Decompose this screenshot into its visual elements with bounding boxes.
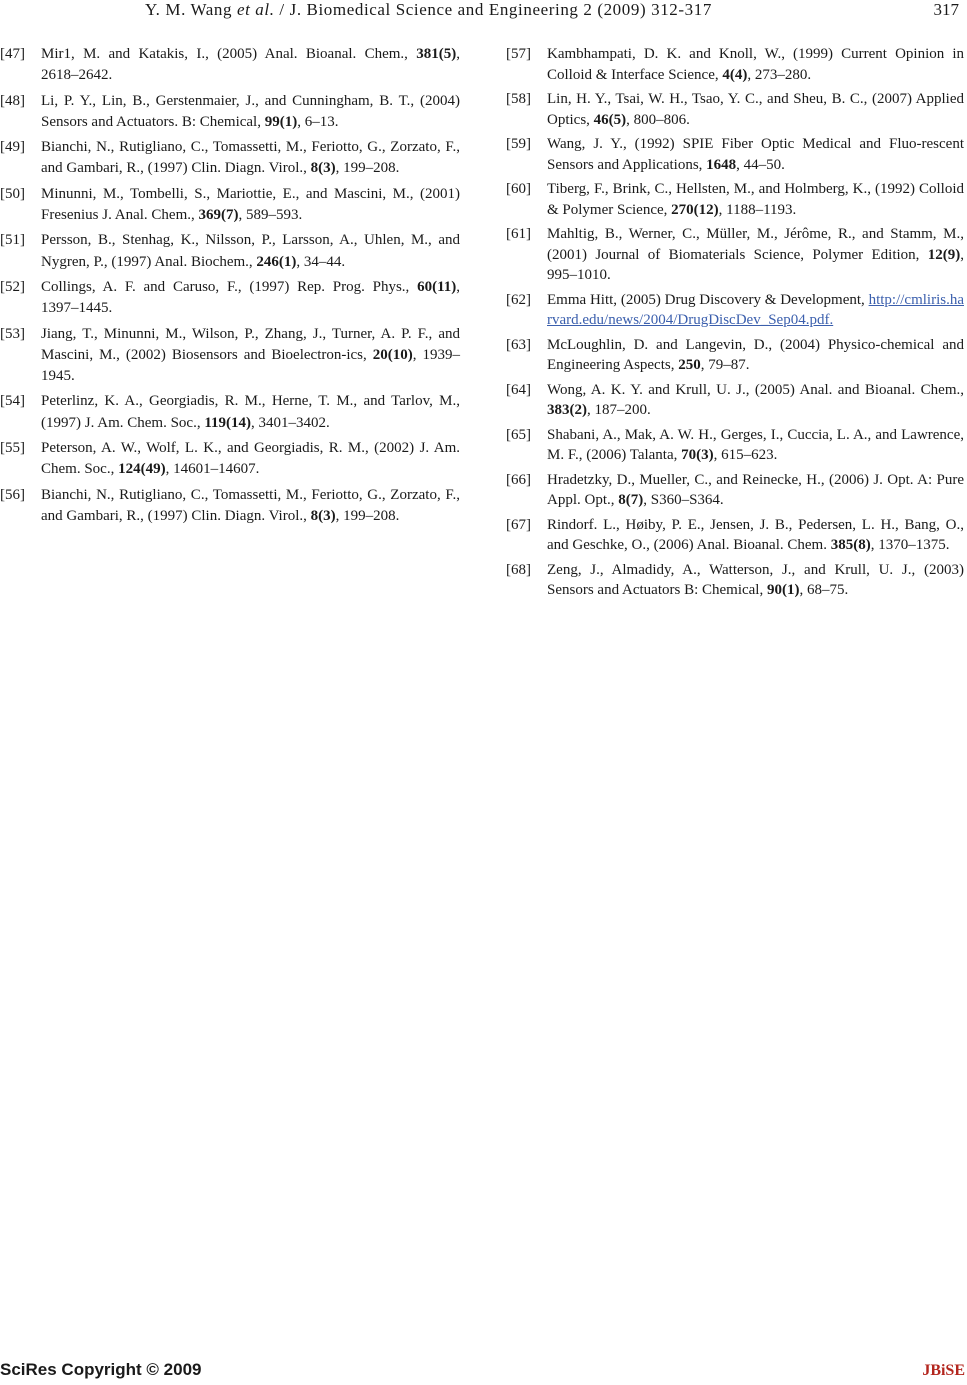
references-left-column (0, 44, 460, 531)
reference-citation: Tiberg, F., Brink, C., Hellsten, M., and Holmberg, K., (1992) Colloid & Polymer Science, (547, 181, 964, 218)
reference-item (0, 137, 460, 180)
reference-citation: Lin, H. Y., Tsai, W. H., Tsao, Y. C., and Sheu, B. C., (2007) Applied Optics, (547, 91, 964, 128)
reference-number: [67] (506, 516, 531, 533)
reference-volume: 246(1) (256, 253, 297, 270)
reference-number: [49] (0, 139, 25, 156)
journal-abbreviation: JBiSE (922, 1362, 965, 1379)
reference-item (0, 277, 460, 320)
reference-text (41, 277, 460, 320)
reference-text (547, 425, 964, 466)
reference-pages: , 3401–3402. (251, 414, 330, 431)
reference-item (0, 324, 460, 388)
reference-text (41, 485, 460, 528)
reference-pages: , 273–280. (747, 66, 812, 83)
reference-text (547, 179, 964, 220)
reference-pages: , S360–S364. (643, 492, 724, 508)
reference-pages: , 1370–1375. (870, 537, 950, 553)
reference-text (547, 89, 964, 130)
reference-pages: , 589–593. (238, 207, 303, 224)
reference-volume: 270(12) (671, 201, 719, 218)
reference-pages: , 34–44. (296, 253, 346, 270)
reference-volume: 60(11) (417, 278, 457, 295)
reference-citation: Peterlinz, K. A., Georgiadis, R. M., Herne, T. M., and Tarlov, M., (1997) J. Am. Chem. Soc., (41, 393, 460, 431)
header-authors: Y. M. Wang (145, 0, 237, 19)
reference-volume: 12(9) (927, 246, 961, 263)
reference-pages: , 199–208. (335, 507, 400, 524)
reference-volume: 46(5) (593, 111, 627, 128)
references-right-column (506, 44, 964, 605)
reference-pages: , 14601–14607. (165, 461, 260, 478)
reference-item (506, 89, 964, 130)
reference-number: [54] (0, 393, 25, 410)
reference-pages: , 79–87. (700, 357, 750, 373)
reference-volume: 99(1) (264, 113, 298, 130)
copyright-notice: SciRes Copyright © 2009 (0, 1360, 202, 1379)
header-citation (145, 0, 712, 20)
reference-item (0, 438, 460, 481)
reference-citation: Bianchi, N., Rutigliano, C., Tomassetti, M., Feriotto, G., Zorzato, F., and Gambari, R., (1997) Clin. Diagn. Virol., (41, 139, 460, 177)
reference-text (41, 230, 460, 273)
reference-item (506, 335, 964, 376)
reference-item (506, 134, 964, 175)
header-journal: / J. Biomedical Science and Engineering 2 (2009) 312-317 (274, 0, 712, 19)
reference-item (0, 391, 460, 434)
reference-citation: Peterson, A. W., Wolf, L. K., and Georgiadis, R. M., (2002) J. Am. Chem. Soc., (41, 440, 460, 478)
reference-citation: Mahltig, B., Werner, C., Müller, M., Jérôme, R., and Stamm, M., (2001) Journal of Biomaterials Science, Polymer Edition, (547, 226, 964, 263)
reference-pages: , 187–200. (587, 402, 651, 418)
reference-citation: Persson, B., Stenhag, K., Nilsson, P., Larsson, A., Uhlen, M., and Nygren, P., (1997) Anal. Biochem., (41, 232, 460, 270)
reference-text (41, 391, 460, 434)
reference-pages: , 6–13. (297, 113, 339, 130)
reference-text (547, 560, 964, 601)
reference-text (41, 91, 460, 134)
reference-item (506, 290, 964, 331)
reference-volume: 8(3) (310, 507, 336, 524)
reference-number: [62] (506, 291, 531, 308)
reference-number: [47] (0, 46, 25, 62)
reference-pages: , 1397–1445. (41, 278, 460, 317)
reference-citation: Bianchi, N., Rutigliano, C., Tomassetti, M., Feriotto, G., Zorzato, F., and Gambari, R., (1997) Clin. Diagn. Virol., (41, 486, 460, 524)
reference-pages: , 44–50. (736, 156, 785, 173)
reference-text (41, 137, 460, 180)
reference-text (41, 438, 460, 481)
reference-pages: , 995–1010. (547, 246, 964, 283)
reference-pages: , 615–623. (713, 447, 778, 463)
reference-number: [68] (506, 561, 531, 578)
reference-item (506, 380, 964, 421)
reference-citation: Kambhampati, D. K. and Knoll, W., (1999) Current Opinion in Colloid & Interface Science, (547, 46, 964, 83)
reference-number: [52] (0, 278, 25, 295)
reference-item (0, 184, 460, 227)
reference-text (41, 324, 460, 388)
reference-item (506, 515, 964, 556)
reference-number: [58] (506, 91, 531, 107)
reference-volume: 8(3) (310, 160, 336, 177)
reference-volume: 124(49) (118, 461, 166, 478)
reference-item (506, 425, 964, 466)
reference-pages: , 1188–1193. (718, 201, 797, 218)
reference-number: [66] (506, 471, 531, 488)
reference-volume: 4(4) (722, 66, 748, 83)
reference-volume: 369(7) (198, 207, 239, 224)
reference-text (547, 515, 964, 556)
reference-link[interactable]: http://cmliris.harvard.edu/news/2004/DrugDiscDev_Sep04.pdf. (547, 291, 964, 328)
header-etal: et al. (236, 0, 275, 19)
reference-item (506, 224, 964, 286)
reference-number: [51] (0, 232, 25, 249)
reference-number: [59] (506, 136, 531, 152)
reference-text (547, 470, 964, 511)
running-header (0, 0, 967, 24)
reference-volume: 119(14) (204, 414, 252, 431)
reference-pages: , 800–806. (626, 111, 690, 128)
reference-item (506, 179, 964, 220)
reference-citation: Hradetzky, D., Mueller, C., and Reinecke, H., (2006) J. Opt. A: Pure Appl. Opt., (547, 471, 964, 508)
reference-volume: 20(10) (372, 346, 413, 363)
reference-number: [57] (506, 46, 531, 62)
reference-volume: 383(2) (547, 402, 587, 418)
reference-volume: 1648 (706, 156, 737, 173)
reference-volume: 250 (678, 357, 701, 373)
reference-number: [64] (506, 381, 531, 398)
reference-number: [53] (0, 325, 25, 342)
reference-number: [56] (0, 486, 25, 503)
reference-item (0, 44, 460, 87)
reference-volume: 70(3) (681, 447, 714, 463)
reference-item (0, 485, 460, 528)
reference-number: [48] (0, 92, 25, 109)
reference-text (547, 290, 964, 331)
reference-number: [65] (506, 426, 531, 443)
reference-volume: 8(7) (618, 492, 644, 508)
reference-citation: Minunni, M., Tombelli, S., Mariottie, E., and Mascini, M., (2001) Fresenius J. Anal. Chem., (41, 185, 460, 224)
reference-citation: Collings, A. F. and Caruso, F., (1997) Rep. Prog. Phys., (41, 278, 418, 295)
reference-citation: Jiang, T., Minunni, M., Wilson, P., Zhang, J., Turner, A. P. F., and Mascini, M., (2002) Biosensors and Bioelectron-ics, (41, 325, 460, 363)
reference-item (506, 560, 964, 601)
reference-text (547, 380, 964, 421)
reference-number: [63] (506, 336, 531, 353)
reference-citation: Emma Hitt, (2005) Drug Discovery & Development, (547, 291, 869, 308)
reference-number: [55] (0, 440, 25, 457)
reference-number: [61] (506, 226, 531, 242)
reference-text (547, 44, 964, 85)
reference-volume: 385(8) (830, 537, 871, 553)
reference-pages: , 68–75. (799, 582, 849, 598)
reference-number: [50] (0, 185, 25, 202)
reference-item (0, 230, 460, 273)
reference-citation: Shabani, A., Mak, A. W. H., Gerges, I., Cuccia, L. A., and Lawrence, M. F., (2006) Talanta, (547, 426, 964, 463)
reference-citation: Zeng, J., Almadidy, A., Watterson, J., and Krull, U. J., (2003) Sensors and Actuators B: Chemical, (547, 561, 964, 598)
reference-text (41, 184, 460, 227)
reference-text (547, 224, 964, 286)
reference-number: [60] (506, 181, 531, 197)
reference-citation: Li, P. Y., Lin, B., Gerstenmaier, J., and Cunningham, B. T., (2004) Sensors and Actuators. B: Chemical, (41, 92, 460, 130)
reference-citation: Wong, A. K. Y. and Krull, U. J., (2005) Anal. and Bioanal. Chem., (547, 381, 964, 398)
reference-volume: 90(1) (766, 582, 800, 598)
reference-text (547, 134, 964, 175)
reference-citation: Rindorf. L., Høiby, P. E., Jensen, J. B., Pedersen, L. H., Bang, O., and Geschke, O., (2006) Anal. Bioanal. Chem. (547, 516, 964, 553)
page-footer (0, 1360, 967, 1384)
reference-pages: , 199–208. (335, 160, 400, 177)
reference-citation: Wang, J. Y., (1992) SPIE Fiber Optic Medical and Fluo-rescent Sensors and Applications, (547, 136, 964, 173)
reference-citation: McLoughlin, D. and Langevin, D., (2004) Physico-chemical and Engineering Aspects, (547, 336, 964, 373)
reference-item (506, 44, 964, 85)
reference-pages: , 1939–1945. (41, 346, 461, 385)
reference-text (547, 335, 964, 376)
reference-citation: Mir1, M. and Katakis, I., (2005) Anal. Bioanal. Chem., (41, 46, 417, 62)
reference-pages: , 2618–2642. (41, 46, 460, 84)
reference-item (0, 91, 460, 134)
reference-text (41, 44, 460, 87)
reference-volume: 381(5) (416, 46, 457, 62)
reference-item (506, 470, 964, 511)
page-number: 317 (933, 0, 959, 19)
